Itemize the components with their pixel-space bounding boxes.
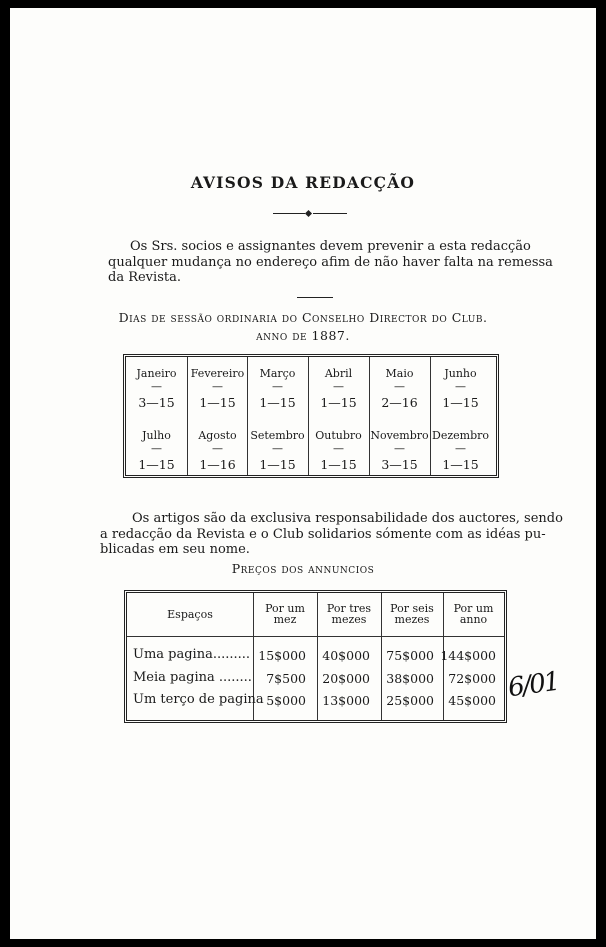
sessions-subtitle: anno de 1887. — [256, 328, 350, 343]
notice-line: qualquer mudança no endereço afim de não haver falta na remessa — [108, 254, 553, 270]
month-name: Abril — [324, 367, 353, 380]
session-days: 1—15 — [259, 395, 296, 410]
responsibility-line: Os artigos são da exclusiva responsabilidade dos auctores, sendo — [132, 511, 563, 526]
dash-mark: — — [333, 380, 344, 393]
notice-paragraph — [108, 239, 553, 286]
document-page — [10, 8, 596, 939]
dash-mark: — — [455, 380, 466, 393]
month-name: Março — [259, 367, 296, 380]
dash-mark: — — [455, 442, 466, 455]
row-label: Uma pagina......... — [133, 647, 251, 662]
price-cell: 40$000 — [322, 648, 370, 663]
notice-line: Os Srs. socios e assignantes devem prevenir a esta redacção — [130, 239, 531, 254]
price-cell: 75$000 — [386, 648, 434, 663]
header-cell: mezes — [394, 613, 430, 626]
dash-mark: — — [394, 380, 405, 393]
session-days: 3—15 — [138, 395, 175, 410]
dash-mark: — — [394, 442, 405, 455]
session-days: 1—15 — [259, 457, 296, 472]
header-cell: Por seis — [390, 602, 434, 615]
session-days: 1—15 — [442, 395, 479, 410]
dash-mark: — — [212, 442, 223, 455]
dash-mark: — — [151, 380, 162, 393]
session-days: 1—15 — [442, 457, 479, 472]
month-name: Junho — [444, 367, 477, 380]
session-days: 1—15 — [199, 395, 236, 410]
handwritten-annotation: 6/01 — [506, 666, 561, 704]
dash-mark: — — [272, 442, 283, 455]
price-cell: 20$000 — [322, 671, 370, 686]
header-cell: Por um — [265, 602, 305, 615]
price-cell: 25$000 — [386, 693, 434, 708]
section-divider — [297, 297, 333, 298]
header-spaces: Espaços — [167, 608, 213, 621]
responsibility-paragraph — [100, 511, 563, 558]
dash-mark: — — [272, 380, 283, 393]
header-cell: mez — [273, 613, 297, 626]
price-cell: 7$500 — [266, 671, 306, 686]
price-cell: 72$000 — [448, 671, 496, 686]
header-cell: anno — [459, 613, 488, 626]
dash-mark: — — [333, 442, 344, 455]
month-name: Janeiro — [136, 367, 177, 380]
session-days: 3—15 — [381, 457, 418, 472]
price-cell: 13$000 — [322, 693, 370, 708]
ornament-divider — [273, 212, 347, 215]
header-cell: mezes — [331, 613, 367, 626]
responsibility-line: blicadas em seu nome. — [100, 542, 250, 557]
month-name: Fevereiro — [190, 367, 245, 380]
prices-title: Preços dos annuncios — [231, 561, 375, 576]
notice-line: da Revista. — [108, 270, 181, 285]
month-name: Outubro — [315, 429, 362, 442]
dash-mark: — — [151, 442, 162, 455]
month-name: Julho — [142, 429, 171, 442]
session-days: 1—15 — [138, 457, 175, 472]
page-heading: AVISOS DA REDACÇÃO — [190, 173, 416, 192]
price-cell: 144$000 — [440, 648, 496, 663]
row-label: Um terço de pagina — [133, 692, 264, 707]
header-cell: Por um — [453, 602, 494, 615]
prices-table — [124, 590, 507, 723]
price-cell: 38$000 — [386, 671, 434, 686]
row-label: Meia pagina ........ — [133, 670, 252, 685]
month-name: Maio — [385, 367, 414, 380]
month-name: Agosto — [198, 429, 237, 442]
session-days: 2—16 — [381, 395, 418, 410]
price-cell: 15$000 — [258, 648, 306, 663]
price-cell: 45$000 — [448, 693, 496, 708]
session-days: 1—15 — [320, 457, 357, 472]
session-days: 1—16 — [199, 457, 236, 472]
session-days: 1—15 — [320, 395, 357, 410]
sessions-title: Dias de sessão ordinaria do Conselho Director do Club. — [118, 310, 488, 325]
responsibility-line: a redacção da Revista e o Club solidarios sómente com as idéas pu- — [100, 526, 546, 542]
sessions-table — [123, 354, 499, 478]
dash-mark: — — [212, 380, 223, 393]
month-name: Dezembro — [432, 429, 489, 442]
header-cell: Por tres — [326, 602, 372, 615]
price-cell: 5$000 — [266, 693, 306, 708]
month-name: Setembro — [250, 429, 305, 442]
month-name: Novembro — [370, 429, 429, 442]
